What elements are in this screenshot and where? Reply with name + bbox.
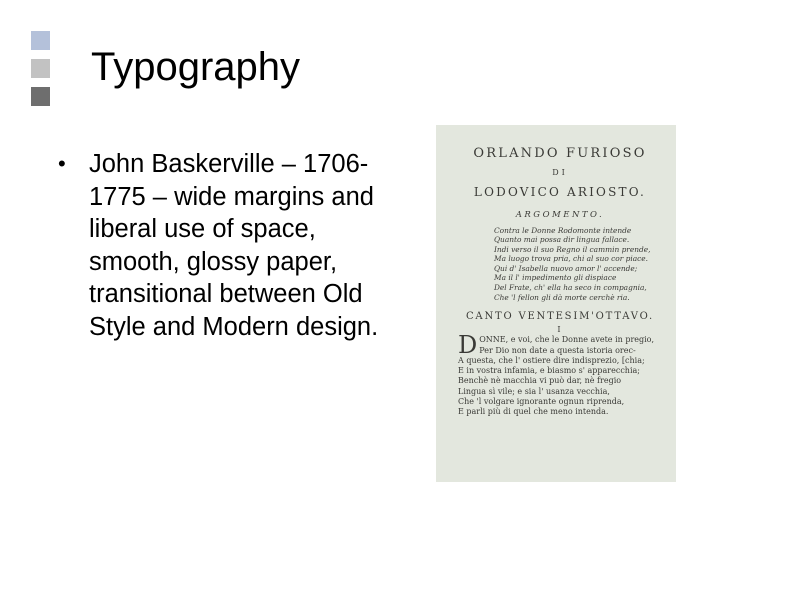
title-decoration-square-light-blue [31,31,50,50]
bullet-item [58,148,388,343]
book-di: DI [552,168,568,177]
verse-line: Che 'l volgare ignorante ognun riprenda, [458,397,625,407]
argument-line: Ma il l' impedimento gli dispiace [494,273,617,283]
argument-line: Del Frate, ch' ella ha seco in compagnia, [494,283,647,293]
book-stanza-numeral: I [557,325,563,335]
argument-line: Qui d' Isabella nuovo amor l' accende; [494,263,638,273]
argument-line: Ma luogo trova pria, chi al suo cor piace. [494,254,648,264]
argument-line: Contra le Donne Rodomonte intende [494,225,632,235]
book-page-image [436,125,676,482]
verse-line: A questa, che l' ostiere dire indisprezio, [chia; [458,355,645,365]
verse-line: Per Dio non date a questa istoria orec- [479,345,636,355]
book-author: LODOVICO ARIOSTO. [473,185,647,199]
bullet-marker: • [58,151,66,176]
title-decoration-square-light-gray [31,59,50,78]
slide-title: Typography [91,45,301,89]
book-drop-cap: D [458,331,478,360]
book-canto-heading: CANTO VENTESIM'OTTAVO. [465,311,655,323]
verse-line: Lingua sì vile; e sia l' usanza vecchia, [458,386,610,396]
book-title: ORLANDO FURIOSO [473,146,647,161]
book-argomento-heading: ARGOMENTO. [515,210,605,220]
verse-line: E parli più di quel che meno intenda. [458,407,609,417]
argument-line: Quanto mai possa dir lingua fallace. [494,235,630,245]
verse-line: E in vostra infamia, e biasmo s' apparecchia; [458,366,640,376]
bullet-list [58,148,388,343]
bullet-text: John Baskerville – 1706-1775 – wide margins and liberal use of space, smooth, glossy paper, transitional between Old Style and Modern design. [89,150,379,341]
argument-line: Che 'l fellon gli dà morte cerchè ria. [494,292,630,302]
title-decoration-square-dark-gray [31,87,50,106]
book-verse [458,331,662,417]
verse-line: Benchè nè macchia vi può dar, nè fregio [458,376,622,386]
book-argument-lines [494,226,662,303]
verse-line: ONNE, e voi, che le Donne avete in pregio, [479,335,655,345]
argument-line: Indi verso il suo Regno il cammin prende, [494,244,651,254]
